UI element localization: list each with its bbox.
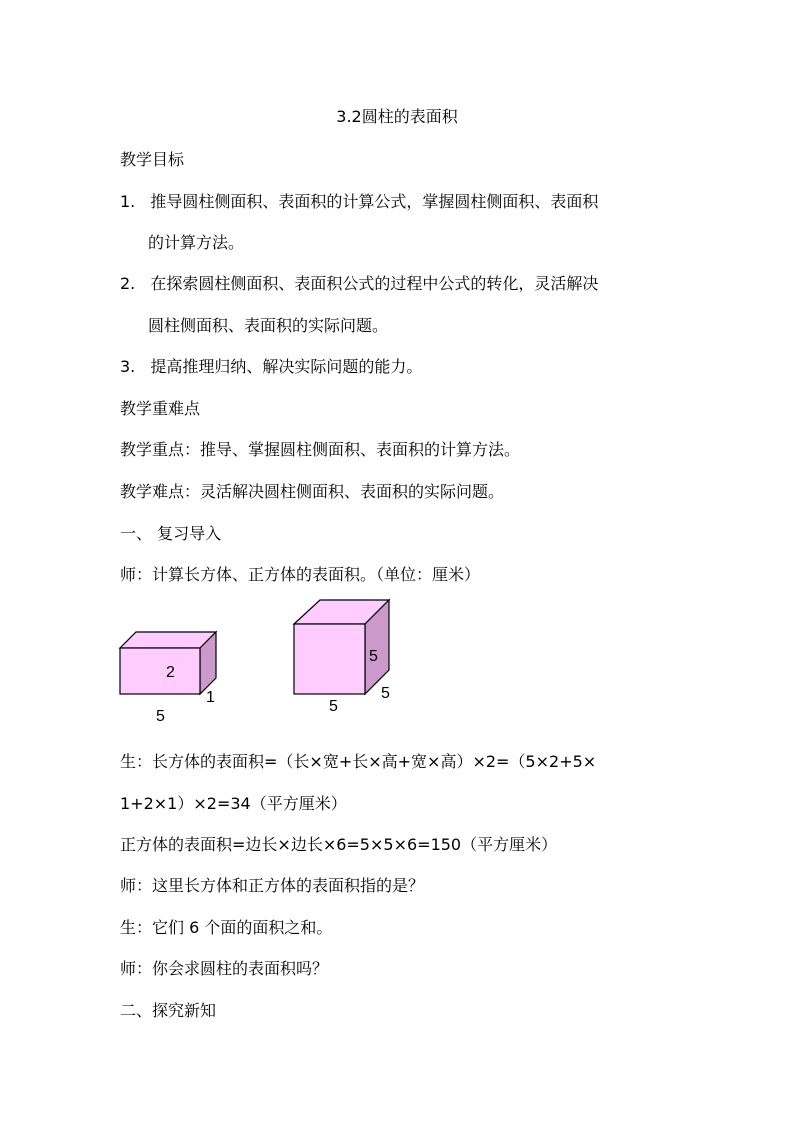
part-1-heading: 一、 复习导入 <box>120 524 222 543</box>
goal-text: 在探索圆柱侧面积、表面积公式的过程中公式的转化，灵活解决 <box>150 274 599 293</box>
cuboid-height-label: 2 <box>166 664 175 681</box>
goal-3 <box>120 357 422 377</box>
student-answer-1: 生：长方体的表面积=（长×宽+长×高+宽×高）×2=（5×2+5× <box>120 752 597 771</box>
goal-2 <box>120 274 598 294</box>
cube-area-formula: 正方体的表面积=边长×边长×6=5×5×6=150（平方厘米） <box>120 835 558 854</box>
document-title: 3.2圆柱的表面积 <box>336 107 458 126</box>
goal-number: 3. <box>120 357 136 376</box>
cube-width-label: 5 <box>381 685 390 702</box>
figure-svg <box>116 594 406 724</box>
goal-1 <box>120 192 598 212</box>
key-point: 教学重点：推导、掌握圆柱侧面积、表面积的计算方法。 <box>120 440 521 459</box>
cuboid-width-label: 1 <box>206 689 215 706</box>
goal-2-continued: 圆柱侧面积、表面积的实际问题。 <box>148 316 389 335</box>
teacher-question-1: 师：计算长方体、正方体的表面积。（单位：厘米） <box>120 565 481 584</box>
student-answer-2: 生：它们 6 个面的面积之和。 <box>120 918 333 937</box>
goal-text: 推导圆柱侧面积、表面积的计算公式，掌握圆柱侧面积、表面积 <box>150 192 599 211</box>
cuboid <box>120 632 216 694</box>
teacher-question-3: 师：你会求圆柱的表面积吗？ <box>120 959 329 978</box>
cube-height-label: 5 <box>369 648 378 665</box>
section-key-difficult-points: 教学重难点 <box>120 399 201 418</box>
cuboid-cube-figure <box>116 594 406 724</box>
cuboid-length-label: 5 <box>156 708 165 724</box>
part-2-heading: 二、探究新知 <box>120 1001 217 1020</box>
goal-text: 提高推理归纳、解决实际问题的能力。 <box>150 357 423 376</box>
goal-number: 2. <box>120 274 136 293</box>
cube <box>294 600 389 694</box>
student-answer-1-continued: 1+2×1）×2=34（平方厘米） <box>120 794 347 813</box>
cuboid-front-face <box>120 648 200 694</box>
cube-front-face <box>294 624 365 694</box>
section-teaching-goals: 教学目标 <box>120 150 185 169</box>
goal-number: 1. <box>120 192 136 211</box>
goal-1-continued: 的计算方法。 <box>148 233 245 252</box>
cube-length-label: 5 <box>329 698 338 715</box>
difficult-point: 教学难点：灵活解决圆柱侧面积、表面积的实际问题。 <box>120 482 505 501</box>
teacher-question-2: 师：这里长方体和正方体的表面积指的是？ <box>120 876 425 895</box>
